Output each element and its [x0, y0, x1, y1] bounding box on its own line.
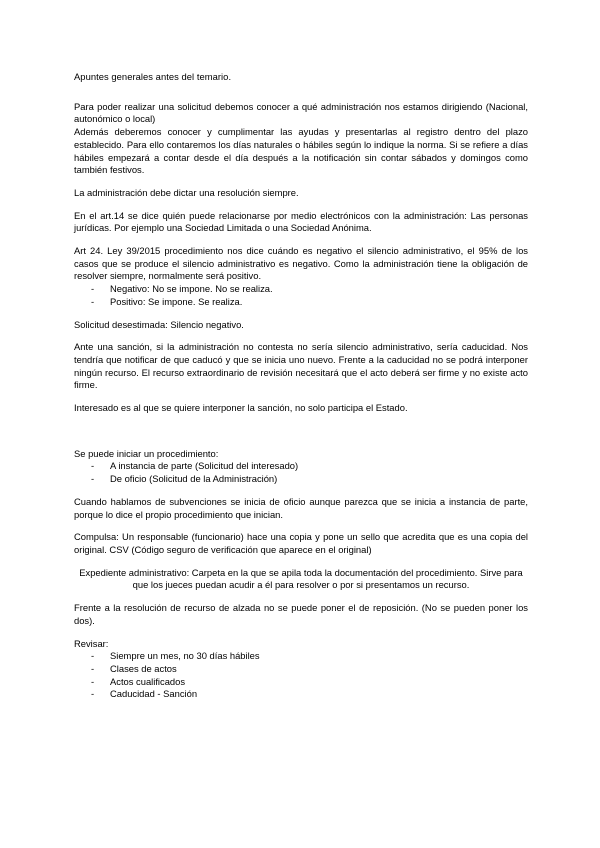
list-item: - Positivo: Se impone. Se realiza. [74, 296, 528, 309]
list-item: - Clases de actos [74, 663, 528, 676]
paragraph-compulsa: Compulsa: Un responsable (funcionario) hace una copia y pone un sello que acredita que es una copia del original. CSV (Código seguro de verificación que aparece en el original) [74, 531, 528, 555]
list-item: - Negativo: No se impone. No se realiza. [74, 283, 528, 296]
document-title: Apuntes generales antes del temario. [74, 71, 232, 82]
paragraph-subsidies: Cuando hablamos de subvenciones se inicia de oficio aunque parezca que se inicia a instancia de parte, porque lo dice el propio procedimiento que inician. [74, 495, 528, 520]
paragraph-expediente: Expediente administrativo: Carpeta en la que se apila toda la documentación del procedimiento. Sirve para que los jueces puedan acudir a él para resolver o por si presentamos un recurso. [79, 566, 523, 591]
paragraph-interested-party: Interesado es al que se quiere interponer la sanción, no solo participa el Estado. [74, 402, 408, 414]
paragraph-art14: En el art.14 se dice quién puede relacionarse por medio electrónicos con la administración: Las personas jurídicas. Por ejemplo una Sociedad Limitada o una Sociedad Anónima. [74, 209, 528, 234]
paragraph-start-procedure: Se puede iniciar un procedimiento: [74, 447, 219, 459]
list-item: - Caducidad - Sanción [74, 688, 528, 701]
paragraph-deadlines: Además deberemos conocer y cumplimentar las ayudas y presentarlas al registro dentro del plazo establecido. Para ello contaremos los días naturales o hábiles según lo indique la norma. Si se refiere a días hábiles empezará a contar desde el día después a la notificación sin contar sábados y domingos como también festivos. [74, 126, 528, 176]
paragraph-denied-request: Solicitud desestimada: Silencio negativo. [74, 318, 244, 330]
silence-list [74, 283, 528, 308]
paragraph-review-heading: Revisar: [74, 637, 109, 649]
list-item: - Siempre un mes, no 30 días hábiles [74, 650, 528, 663]
paragraph-resolution: La administración debe dictar una resolución siempre. [74, 186, 299, 198]
paragraph-administration-type: Para poder realizar una solicitud debemos conocer a qué administración nos estamos dirigiendo (Nacional, autonómico o local) [74, 100, 528, 125]
procedure-start-list [74, 460, 528, 485]
list-item: - A instancia de parte (Solicitud del interesado) [74, 460, 528, 473]
paragraph-art24: Art 24. Ley 39/2015 procedimiento nos dice cuándo es negativo el silencio administrativo, el 95% de los casos que se produce el silencio administrativo es negativo. Como la administración tiene la obligación de resolver siempre, normalmente será positivo. [74, 245, 528, 282]
list-item: - Actos cualificados [74, 676, 528, 689]
paragraph-alzada: Frente a la resolución de recurso de alzada no se puede poner el de reposición. (No se pueden poner los dos). [74, 602, 528, 626]
paragraph-sanction: Ante una sanción, si la administración no contesta no sería silencio administrativo, sería caducidad. Nos tendría que notificar de que caducó y que se inicia uno nuevo. Frente a la caducidad no se podrá interponer ningún recurso. El recurso extraordinario de revisión necesitará que el acto deberá ser firme y no existe acto firme. [74, 341, 528, 391]
review-list [74, 650, 528, 701]
list-item: - De oficio (Solicitud de la Administración) [74, 473, 528, 486]
